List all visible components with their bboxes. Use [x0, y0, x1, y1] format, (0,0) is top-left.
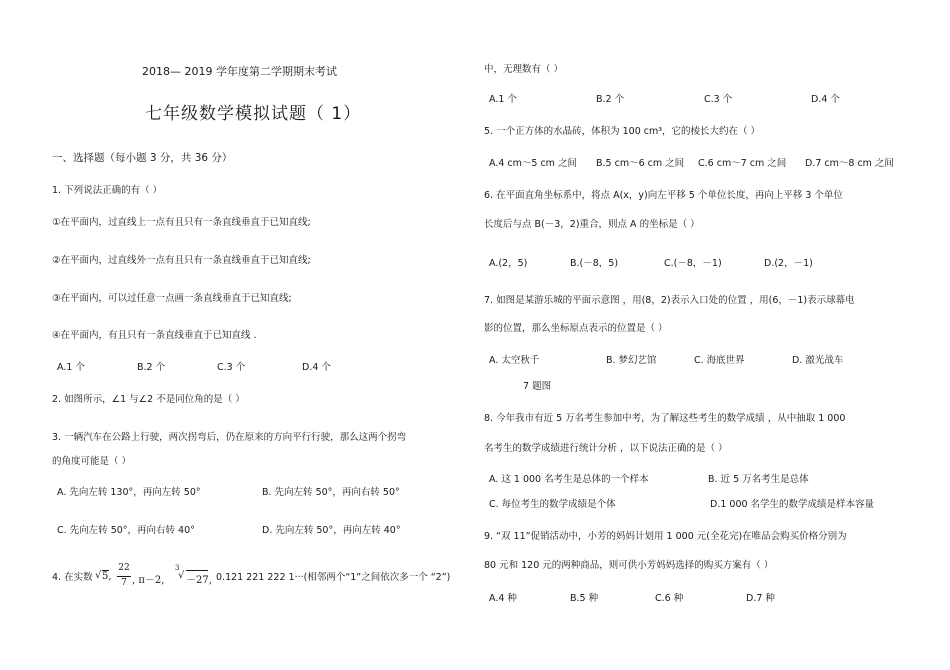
q4-option-b: B.2 个 [596, 94, 625, 105]
q9-line-1: 9. “双 11”促销活动中，小芳的妈妈计划用 1 000 元(全花完)在唯品会购买价格分别为 [484, 531, 847, 542]
q8-line-1: 8. 今年我市有近 5 万名考生参加中考，为了解这些考生的数学成绩 ，从中抽取 1 000 [484, 413, 846, 424]
fraction-bar [117, 576, 131, 577]
q1-statement-2: ②在平面内，过直线外一点有且只有一条直线垂直于已知直线; [52, 255, 311, 266]
q2-stem: 2. 如图所示，∠1 与∠2 不是同位角的是（ ） [52, 394, 245, 405]
q1-statement-1: ①在平面内，过直线上一点有且只有一条直线垂直于已知直线; [52, 217, 311, 228]
q4-rest: 0.121 221 222 1···(相邻两个“1”之间依次多一个 “2”) [216, 572, 451, 583]
q9-line-2: 80 元和 120 元的两种商品，则可供小芳妈妈选择的购买方案有（ ） [484, 560, 774, 571]
q8-option-a: A. 这 1 000 名考生是总体的一个样本 [489, 474, 649, 485]
q7-option-b: B. 梦幻艺馆 [606, 355, 657, 366]
q6-line-2: 长度后与点 B(－3，2)重合，则点 A 的坐标是（ ） [484, 219, 700, 230]
q1-option-a: A.1 个 [57, 362, 85, 373]
sqrt-five: 5, [102, 571, 112, 582]
q7-line-1: 7. 如图是某游乐城的平面示意图 ，用(8，2)表示入口处的位置 ，用(6，－1)表示球幕电 [484, 295, 855, 306]
q3-option-b: B. 先向左转 50°，再向右转 50° [262, 487, 400, 498]
q7-option-d: D. 激光战车 [792, 355, 844, 366]
q8-option-c: C. 每位考生的数学成绩是个体 [489, 499, 616, 510]
q4-continuation: 中，无理数有（ ） [484, 64, 564, 75]
q4-option-a: A.1 个 [489, 94, 517, 105]
q3-option-a: A. 先向左转 130°，再向左转 50° [57, 487, 201, 498]
q1-option-b: B.2 个 [137, 362, 166, 373]
cbrt-body: －27, [186, 575, 212, 586]
q7-figure-caption: 7 题图 [523, 381, 552, 392]
q5-stem: 5. 一个正方体的水晶砖，体积为 100 cm³，它的棱长大约在（ ） [484, 126, 761, 137]
q6-option-b: B.(－8，5) [570, 258, 619, 269]
q1-option-c: C.3 个 [217, 362, 246, 373]
q3-line-1: 3. 一辆汽车在公路上行驶，两次拐弯后，仍在原来的方向平行行驶，那么这两个拐弯 [52, 432, 407, 443]
q5-option-c: C.6 cm～7 cm 之间 [698, 158, 787, 169]
q6-option-d: D.(2，－1) [764, 258, 813, 269]
q7-line-2: 影的位置，那么坐标原点表示的位置是（ ） [484, 323, 668, 334]
q9-option-b: B.5 种 [570, 593, 599, 604]
q3-line-2: 的角度可能是（ ） [52, 456, 132, 467]
q5-option-a: A.4 cm～5 cm 之间 [489, 158, 577, 169]
q9-option-c: C.6 种 [655, 593, 684, 604]
exam-title: 2018— 2019 学年度第二学期期末考试 [142, 65, 337, 78]
q9-option-a: A.4 种 [489, 593, 517, 604]
q5-option-d: D.7 cm～8 cm 之间 [805, 158, 894, 169]
q6-option-c: C.(－8，－1) [664, 258, 722, 269]
cbrt-symbol: √ [178, 570, 185, 581]
section-heading: 一、选择题（每小题 3 分，共 36 分） [52, 152, 233, 164]
q3-option-c: C. 先向左转 50°，再向右转 40° [57, 525, 195, 536]
q8-option-b: B. 近 5 万名考生是总体 [708, 474, 809, 485]
q4-option-c: C.3 个 [704, 94, 733, 105]
pi-term: , π－2, [132, 575, 165, 586]
q3-option-d: D. 先向左转 50°，再向左转 40° [262, 525, 401, 536]
q8-line-2: 名考生的数学成绩进行统计分析 ，以下说法正确的是（ ） [484, 443, 728, 454]
paper-title: 七年级数学模拟试题（ 1） [145, 104, 362, 124]
q4-prefix: 4. 在实数 [52, 572, 93, 583]
q7-option-a: A. 太空秋千 [489, 355, 540, 366]
q1-statement-3: ③在平面内，可以过任意一点画一条直线垂直于已知直线; [52, 293, 292, 304]
q7-option-c: C. 海底世界 [694, 355, 745, 366]
q6-option-a: A.(2，5) [489, 258, 528, 269]
fraction-denominator: 7 [121, 578, 127, 588]
q6-line-1: 6. 在平面直角坐标系中，将点 A(x，y)向左平移 5 个单位长度，再向上平移 3 个单位 [484, 190, 843, 201]
sqrt-symbol: √ [95, 570, 102, 581]
q8-option-d: D.1 000 名学生的数学成绩是样本容量 [710, 499, 875, 510]
q9-option-d: D.7 种 [746, 593, 775, 604]
q1-stem: 1. 下列说法正确的有（ ） [52, 185, 163, 196]
q1-statement-4: ④在平面内，有且只有一条直线垂直于已知直线 . [52, 330, 257, 341]
q5-option-b: B.5 cm～6 cm 之间 [596, 158, 685, 169]
cbrt-index: 3 [175, 564, 180, 572]
fraction-numerator: 22 [118, 563, 130, 573]
q4-option-d: D.4 个 [811, 94, 840, 105]
q1-option-d: D.4 个 [302, 362, 331, 373]
